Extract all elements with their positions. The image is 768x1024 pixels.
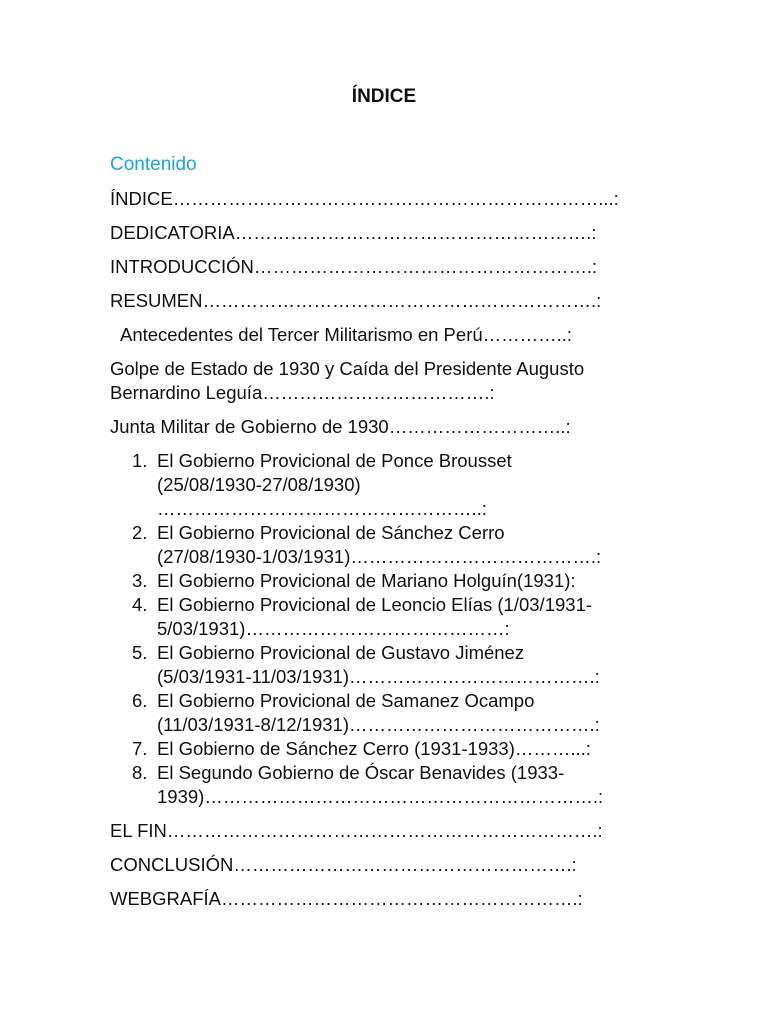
toc-entry-golpe-de-estado: Golpe de Estado de 1930 y Caída del Presidente Augusto Bernardino Leguía……………………………….: [110,358,585,403]
list-item-line: El Gobierno Provicional de Leoncio Elías (1/03/1931- [157,594,593,615]
list-item-line: (27/08/1930-1/03/1931)………………………………….: [157,546,602,567]
list-item-line: El Gobierno Provicional de Mariano Holguín(1931): [157,570,576,591]
list-number: 7. [132,738,148,759]
list-item [110,761,670,809]
list-item-line: ……………………………………………..: [157,498,487,519]
toc-entries [110,187,670,921]
list-item [110,521,670,569]
list-item [110,449,670,521]
list-item-line: (5/03/1931-11/03/1931)………………………………….: [157,666,600,687]
toc-entry-dedicatoria: DEDICATORIA………………………………………………….: [110,222,597,243]
list-number: 6. [132,690,148,711]
toc-entry-resumen: RESUMEN……………………………………………………….: [110,290,602,311]
contents-heading: Contenido [110,154,197,175]
list-item [110,737,670,761]
list-item-line: El Gobierno Provicional de Gustavo Jiménez [157,642,525,663]
toc-entry-conclusion: CONCLUSIÓN……………………………………………….: [110,854,577,875]
toc-entry-introduccion: INTRODUCCIÓN……………………………………………….: [110,256,598,277]
toc-entry-antecedentes: Antecedentes del Tercer Militarismo en Perú…………..: [120,324,573,345]
toc-entry-webgrafia: WEBGRAFÍA………………………………………………….: [110,888,583,909]
list-item-line: El Gobierno Provicional de Ponce Brousset [157,450,512,471]
toc-entry-el-fin: EL FIN…………………………………………………………….: [110,820,603,841]
toc-entry-junta-militar: Junta Militar de Gobierno de 1930………………………..: [110,416,571,437]
list-item-line: El Gobierno de Sánchez Cerro (1931-1933)………...: [157,738,591,759]
list-item [110,569,670,593]
toc-entry-indice: ÍNDICE……………………………………………………………...: [110,188,619,209]
list-item-line: (25/08/1930-27/08/1930) [157,474,361,495]
list-item [110,593,670,641]
list-item-line: El Gobierno Provicional de Samanez Ocampo [157,690,535,711]
list-item-line: El Gobierno Provicional de Sánchez Cerro [157,522,505,543]
list-item [110,689,670,737]
list-number: 2. [132,522,148,543]
list-number: 3. [132,570,148,591]
list-number: 5. [132,642,148,663]
page-title: ÍNDICE [351,86,417,107]
list-number: 1. [132,450,148,471]
list-number: 4. [132,594,148,615]
list-item-line: 5/03/1931)……………………………………: [157,618,510,639]
numbered-list [110,449,670,809]
list-item [110,641,670,689]
list-item-line: 1939)……………………………………………………….: [157,786,604,807]
list-item-line: El Segundo Gobierno de Óscar Benavides (1933- [157,762,565,783]
list-number: 8. [132,762,148,783]
list-item-line: (11/03/1931-8/12/1931)………………………………….: [157,714,600,735]
